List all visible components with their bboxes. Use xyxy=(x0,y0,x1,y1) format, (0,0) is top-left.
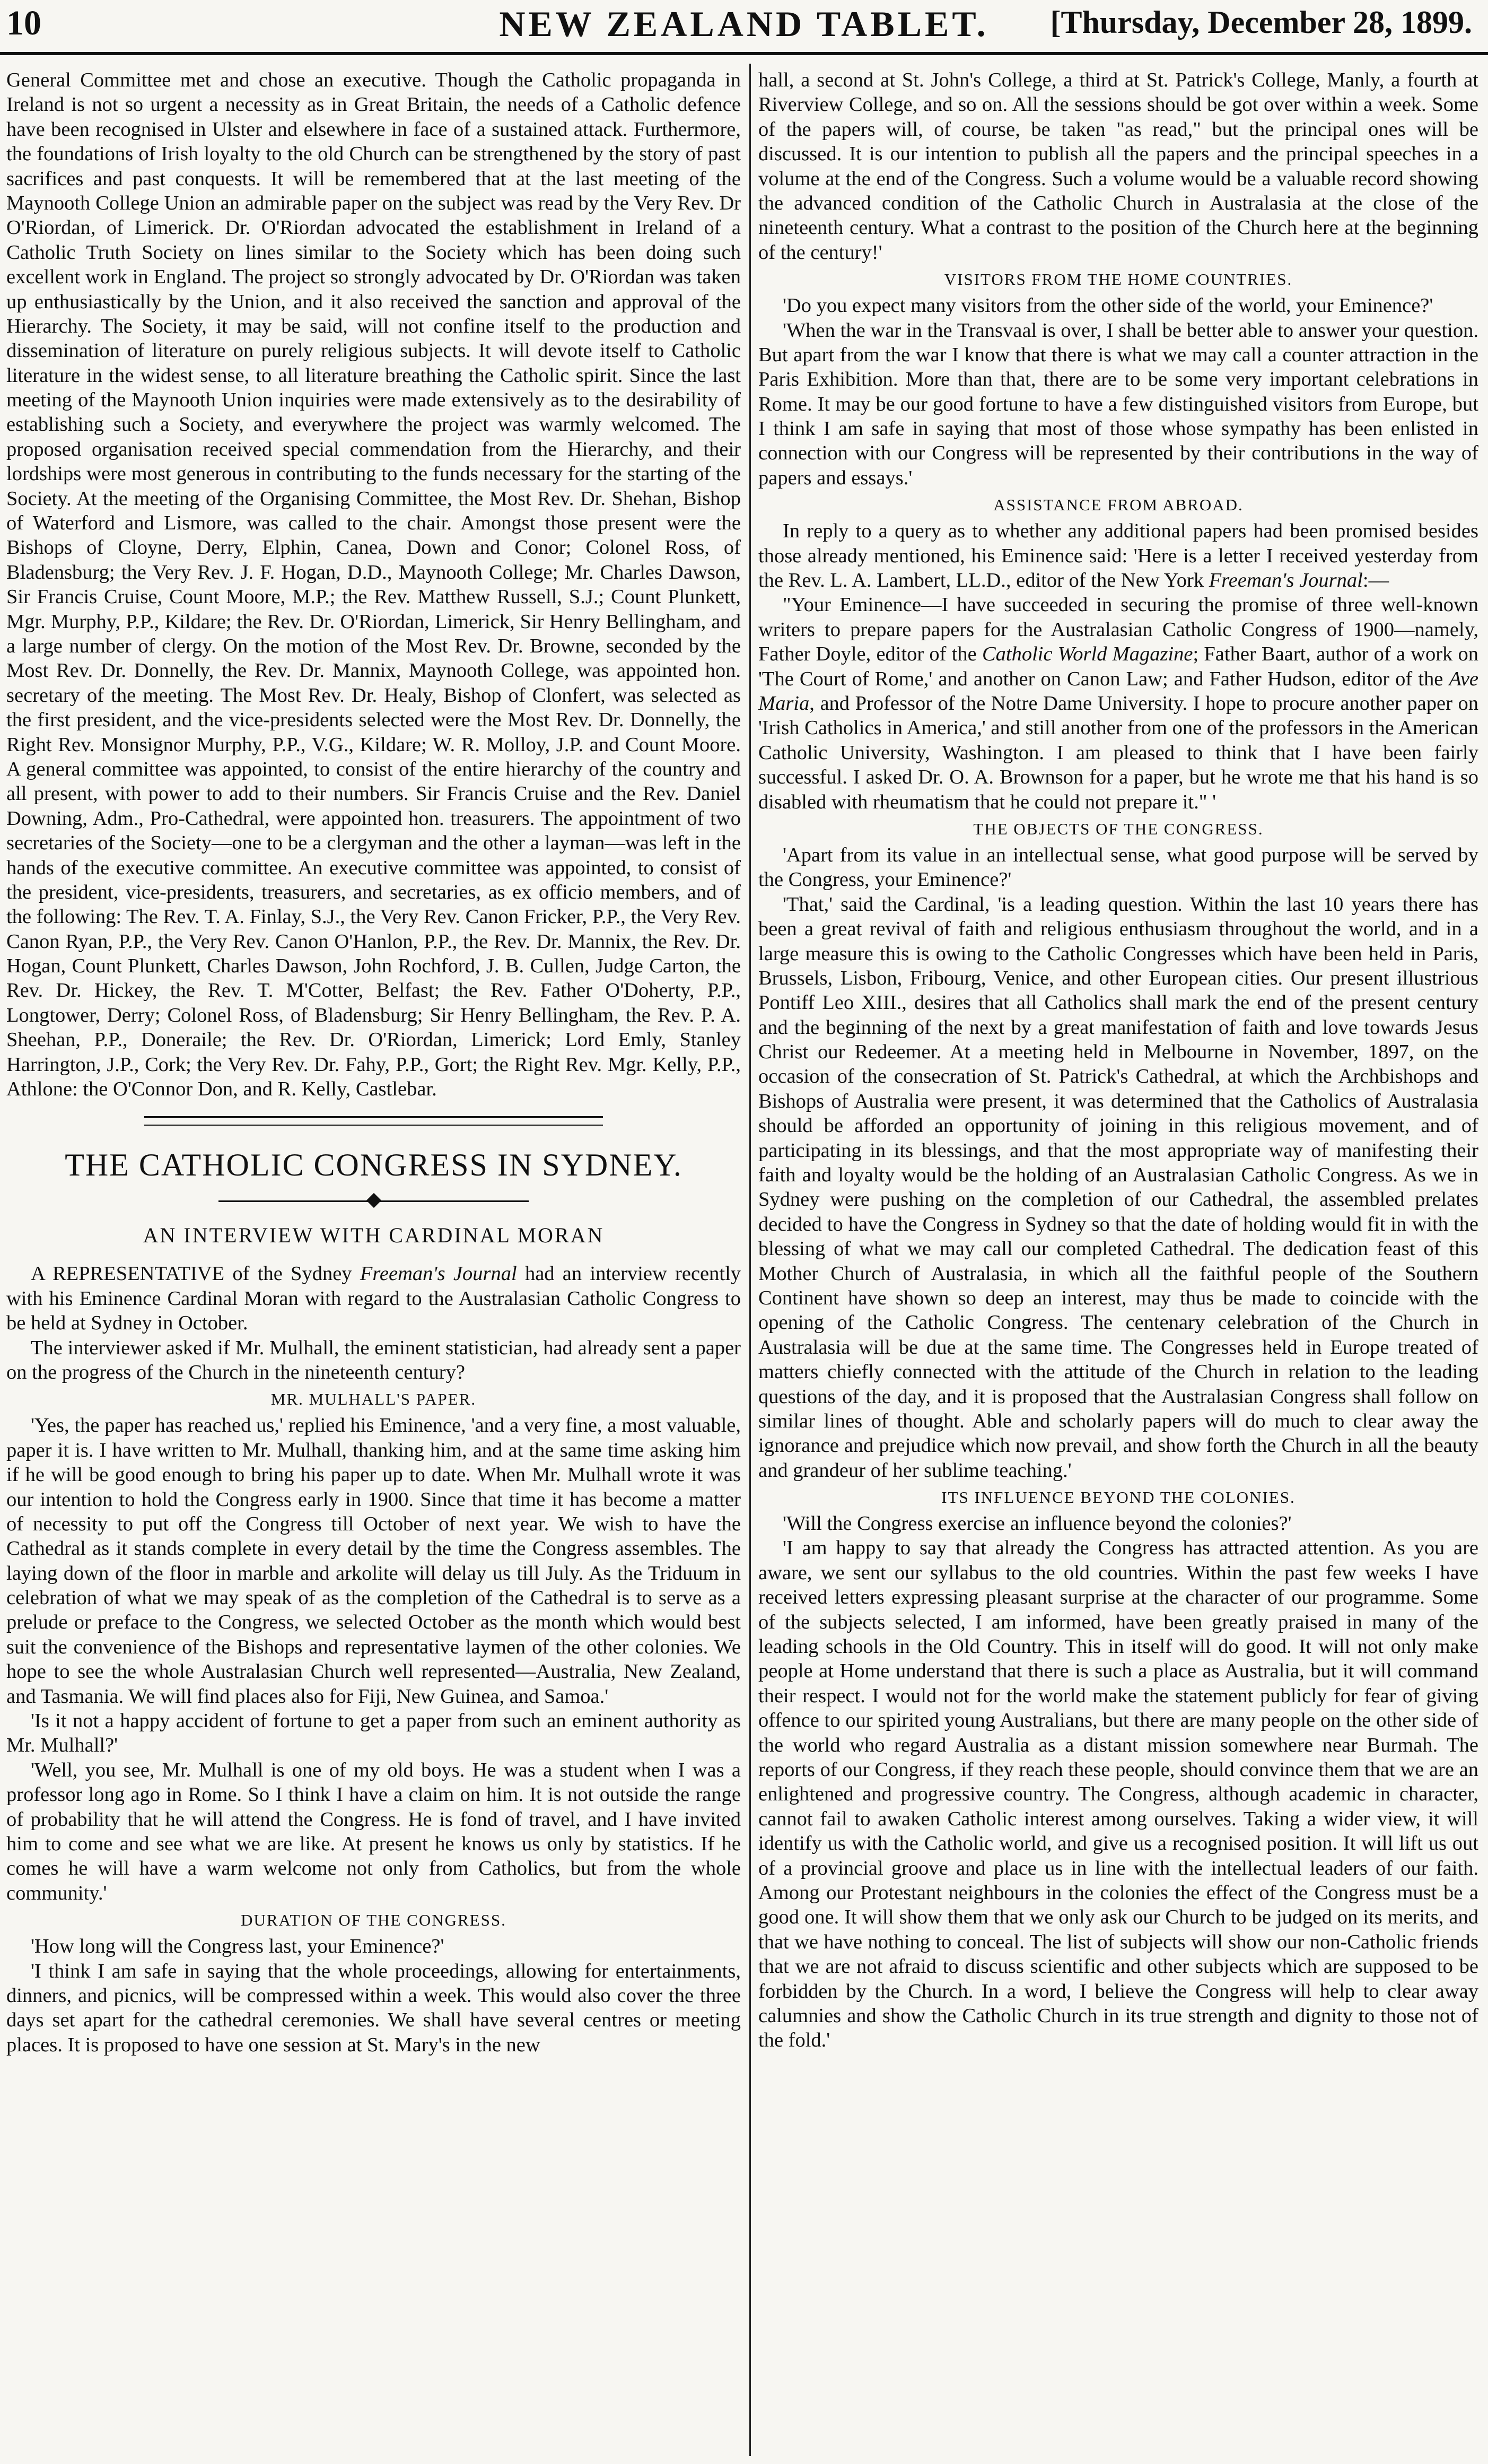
text-run: ; Father Baart, author of a work on 'The Court of Rome,' and another on Canon Law; and Father Hudson, editor of the xyxy=(758,643,1478,690)
column-rule xyxy=(749,64,751,2456)
subhead-objects: THE OBJECTS OF THE CONGRESS. xyxy=(973,819,1264,838)
paragraph: 'Will the Congress exercise an influence beyond the colonies?' xyxy=(783,1512,1292,1535)
magazine-name: Ave Maria xyxy=(758,667,1478,715)
paper-name: Freeman's Journal xyxy=(1209,569,1363,592)
subhead-duration: DURATION OF THE CONGRESS. xyxy=(241,1911,506,1930)
paragraph: 'Is it not a happy accident of fortune to get a paper from such an eminent authority as Mr. Mulhall?' xyxy=(6,1710,741,1757)
interviewer-paragraph: The interviewer asked if Mr. Mulhall, the eminent statistician, had already sent a paper on the progress of the Church in the nineteenth century? xyxy=(6,1336,741,1383)
text-run: "Your Eminence—I have succeeded in securing the promise of three well-known writers to prepare papers for the Australasian Catholic Congress of 1900—namely, Father Doyle, editor of the xyxy=(758,594,1478,666)
paragraph: 'That,' said the Cardinal, 'is a leading question. Within the last 10 years there has been a great revival of faith and religious enthusiasm throughout the world, and in a large measure this is owing to the Catholic Congresses which have been held in Paris, Brussels, Lisbon, Fribourg, Venice, and other European cities. Our present illustrious Pontiff Leo XIII., desires that all Catholics shall mark the end of the present century and the beginning of the next by a great manifestation of faith and love towards Jesus Christ our Redeemer. At a meeting held in Melbourne in November, 1897, on the occasion of the consecration of St. Patrick's Cathedral, at which the Archbishops and Bishops of Australia were present, it was determined that the Catholics of Australasia should be afforded an opportunity of joining in this religious movement, and of participating in its blessings, and that the most appropriate way of manifesting their faith and loyalty would be the holding of an Australasian Catholic Congress. As we in Sydney were pushing on the completion of our Cathedral, the assembled prelates decided to have the Congress in Sydney so that the date of holding would fit in with the blessing of what we may call our completed Cathedral. The dedication feast of this Mother Church of Australasia, in which all the faithful people of the Southern Continent have shown so deep an interest, may thus be made to coincide with the opening of the Catholic Congress. The centenary celebration of the Church in Australasia will be due at the same time. The Congresses held in Europe treated of matters chiefly connected with the attitude of the Church in relation to the leading questions of the day, and it is proposed that the Australasian Congress shall follow on similar lines of thought. Able and scholarly papers will do much to clear away the ignorance and prejudice which now prevail, and show forth the Church in all the beauty and grandeur of her sublime teaching.' xyxy=(758,893,1478,1482)
lead-pre: of the Sydney xyxy=(232,1263,352,1285)
paragraph xyxy=(758,593,1478,814)
subhead-influence: ITS INFLUENCE BEYOND THE COLONIES. xyxy=(941,1488,1296,1507)
paragraph: 'I am happy to say that already the Congress has attracted attention. As you are aware, we sent our syllabus to the old countries. Within the past few weeks I have received letters expressing pleasant surprise at the character of our programme. Some of the subjects selected, I am informed, have been greatly praised in many of the leading schools in the Old Country. This in itself will do good. It will not only make people at Home understand that there is such a place as Australia, but it will command their respect. I would not for the world make the statement publicly for fear of giving offence to our spirited young Australians, but there are many people on the other side of the world who regard Australia as a distant mission somewhere near Burmah. The reports of our Congress, if they reach these people, should convince them that we are an enlightened and progressive country. The Congress, although academic in character, cannot fail to awaken Catholic interest among ourselves. Taking a wider view, it will identify us with the Catholic world, and give us a recognised position. It will lift us out of a provincial groove and place us in line with the intellectual leaders of our faith. Among our Protestant neighbours in the colonies the effect of the Congress must be a good one. It will show them that we only ask our Church to be judged on its merits, and that we have nothing to conceal. The list of subjects will show our non-Catholic friends that we are not afraid to discuss scientific and other subjects which are supposed to be forbidden by the Church. In a word, I believe the Congress will help to clear away calumnies and show the Catholic Church in its true strength and dignity to those not of the fold.' xyxy=(758,1537,1478,2052)
article-separator xyxy=(144,1116,603,1126)
lead-paragraph xyxy=(6,1261,741,1335)
article-title: THE CATHOLIC CONGRESS IN SYDNEY. xyxy=(65,1147,682,1183)
continued-paragraph: hall, a second at St. John's College, a third at St. Patrick's College, Manly, a fourth at Riverview College, and so on. All the sessions should be got over within a week. Some of the papers will, of course, be taken "as read," but the principal ones will be discussed. It is our intention to publish all the papers and the principal speeches in a volume at the end of the Congress. Such a volume would be a valuable record showing the advanced condition of the Catholic Church in Australasia at the close of the nineteenth century. What a contrast to the position of the Church here at the beginning of the century!' xyxy=(758,69,1478,264)
article-subtitle: AN INTERVIEW WITH CARDINAL MORAN xyxy=(143,1223,605,1248)
ornament-divider xyxy=(218,1193,529,1209)
right-column xyxy=(758,68,1478,2455)
paragraph: 'Well, you see, Mr. Mulhall is one of my old boys. He was a student when I was a professor long ago in Rome. So I think I have a claim on him. It is not outside the range of probability that he will attend the Congress. He is fond of travel, and I have invited him to come and see what we are like. At present he knows us only by statistics. If he comes he will have a warm welcome not only from Catholics, but from the whole community.' xyxy=(6,1758,741,1904)
paragraph: 'How long will the Congress last, your Eminence?' xyxy=(31,1935,444,1958)
subhead-visitors: VISITORS FROM THE HOME COUNTRIES. xyxy=(944,270,1293,289)
text-run: :— xyxy=(1362,569,1389,592)
page-number: 10 xyxy=(6,4,41,42)
lead-paper-name: Freeman's Journal xyxy=(360,1263,517,1285)
masthead xyxy=(0,0,1488,55)
paragraph: 'Yes, the paper has reached us,' replied his Eminence, 'and a very fine, a most valuable, paper it is. I have written to Mr. Mulhall, thanking him, and at the same time asking him if he will be good enough to bring his paper up to date. When Mr. Mulhall wrote it was our intention to hold the Congress early in 1900. Since that time it has become a matter of necessity to put off the Congress till October of next year. We wish to have the Cathedral as it stands complete in every detail by the time the Congress assembles. The laying down of the floor in marble and arkolite will delay us till July. As the Triduum in celebration of what we may speak of as the completion of the Cathedral is to serve as a prelude or preface to the Congress, we selected October as the month which would best suit the convenience of the Bishops and representative laymen of the other colonies. We hope to see the whole Australasian Church well represented—Australia, New Zealand, and Tasmania. We will find places also for Fiji, New Guinea, and Samoa.' xyxy=(6,1414,741,1708)
paragraph xyxy=(758,519,1478,593)
publication-title: NEW ZEALAND TABLET. xyxy=(499,4,989,44)
paragraph: 'I think I am safe in saying that the whole proceedings, allowing for entertainments, dinners, and picnics, will be compressed within a week. This would also cover the three days set apart for the cathedral ceremonies. We shall have several centres or meeting places. It is proposed to have one session at St. Mary's in the new xyxy=(6,1960,741,2056)
paragraph: 'Do you expect many visitors from the other side of the world, your Eminence?' xyxy=(783,294,1433,317)
intro-paragraph: General Committee met and chose an executive. Though the Catholic propaganda in Ireland is not so urgent a necessity as in Great Britain, the needs of a Catholic defence have been recognised in Ulster and elsewhere in face of a sustained attack. Furthermore, the foundations of Irish loyalty to the old Church can be strengthened by the story of past sacrifices and past conquests. It will be remembered that at the last meeting of the Maynooth College Union an admirable paper on the subject was read by the Very Rev. Dr O'Riordan, of Limerick. Dr. O'Riordan advocated the establishment in Ireland of a Catholic Truth Society on lines similar to the Society which has been doing such excellent work in England. The project so strongly advocated by Dr. O'Riordan was taken up enthusiastically by the Union, and it also received the sanction and approval of the Hierarchy. The Society, it may be said, will not confine itself to the production and dissemination of literature on purely religious subjects. It will devote itself to Catholic literature in the widest sense, to all literature breathing the Catholic spirit. Since the last meeting of the Maynooth Union inquiries were made extensively as to the desirability of establishing such a Society, and everywhere the project was warmly welcomed. The proposed organisation received special commendation from the Hierarchy, and their lordships were most generous in contributing to the funds necessary for the starting of the Society. At the meeting of the Organising Committee, the Most Rev. Dr. Shehan, Bishop of Waterford and Lismore, was called to the chair. Amongst those present were the Bishops of Cloyne, Derry, Elphin, Canea, Down and Conor; Colonel Ross, of Bladensburg; the Very Rev. J. F. Hogan, D.D., Maynooth College; Mr. Charles Dawson, Sir Francis Cruise, Count Moore, M.P.; the Rev. Matthew Russell, S.J.; Count Plunkett, Mgr. Murphy, P.P., Kildare; the Rev. Dr. O'Riordan, Limerick, Sir Henry Bellingham, and a large number of clergy. On the motion of the Most Rev. Dr. Browne, seconded by the Most Rev. Dr. Donnelly, the Rev. Dr. Mannix, Maynooth College, was appointed hon. secretary of the meeting. The Most Rev. Dr. Healy, Bishop of Clonfert, was selected as the first president, and the vice-presidents selected were the Most Rev. Dr. Donnelly, the Right Rev. Monsignor Murphy, P.P., V.G., Kildare; W. R. Molloy, J.P. and Count Moore. A general committee was appointed, to consist of the entire hierarchy of the country and all present, with power to add to their numbers. Sir Francis Cruise and the Rev. Daniel Downing, Adm., Pro-Cathedral, were appointed hon. treasurers. The appointment of two secretaries of the Society—one to be a clergyman and the other a layman—was left in the hands of the executive committee. An executive committee was appointed, to consist of the president, vice-presidents, treasurers, and secretaries, as ex officio members, and of the following: The Rev. T. A. Finlay, S.J., the Very Rev. Canon Fricker, P.P., the Very Rev. Canon Ryan, P.P., the Very Rev. Canon O'Hanlon, P.P., the Rev. Dr. Mannix, the Rev. Dr. Hogan, Count Plunkett, Charles Dawson, John Rochford, J. B. Cullen, Judge Carton, the Rev. Dr. Hickey, the Rev. T. M'Cotter, Belfast; the Rev. Father O'Doherty, P.P., Longtower, Derry; Colonel Ross, of Bladensburg; Sir Henry Bellingham, the Rev. P. A. Sheehan, P.P., Doneraile; the Rev. Dr. O'Riordan, Limerick; Lord Emly, Stanley Harrington, J.P., Cork; the Very Rev. Dr. Fahy, P.P., Gort; the Right Rev. Mgr. Kelly, P.P., Athlone: the O'Connor Don, and R. Kelly, Castlebar. xyxy=(6,69,741,1101)
subhead-assistance: ASSISTANCE FROM ABROAD. xyxy=(993,495,1244,515)
subhead-mulhall: MR. MULHALL'S PAPER. xyxy=(270,1390,477,1409)
issue-date: [Thursday, December 28, 1899. xyxy=(1050,5,1472,40)
paragraph: 'When the war in the Transvaal is over, I shall be better able to answer your question. But apart from the war I know that there is what we may call a counter attraction in the Paris Exhibition. More than that, there are to be some very important celebrations in Rome. It may be our good fortune to have a few distinguished visitors from Europe, but I think I am safe in saying that most of those whose sympathy has been enlisted in connection with our Congress will be represented by their contributions in the way of papers and essays.' xyxy=(758,319,1478,489)
diamond-icon xyxy=(366,1193,381,1208)
lead-rest: had an interview recently with his Eminence Cardinal Moran with regard to the Australasian Catholic Congress to be held at Sydney in October. xyxy=(6,1263,741,1335)
paragraph: 'Apart from its value in an intellectual sense, what good purpose will be served by the Congress, your Eminence?' xyxy=(758,843,1478,891)
text-run: , and Professor of the Notre Dame University. I hope to procure another paper on 'Irish Catholics in America,' and still another from one of the professors in the American Catholic University, Washington. I am pleased to think that I have been fairly successful. I asked Dr. O. A. Brownson for a paper, but he wrote me that his hand is so disabled with rheumatism that he could not prepare it." ' xyxy=(758,692,1478,813)
text-run: In reply to a query as to whether any additional papers had been promised besides those already mentioned, his Eminence said: 'Here is a letter I received yesterday from the Rev. L. A. Lambert, LL.D., editor of the New York xyxy=(758,520,1478,592)
left-column xyxy=(6,68,741,2455)
lead-caps: A REPRESENTATIVE xyxy=(31,1263,225,1285)
magazine-name: Catholic World Magazine xyxy=(982,643,1193,666)
